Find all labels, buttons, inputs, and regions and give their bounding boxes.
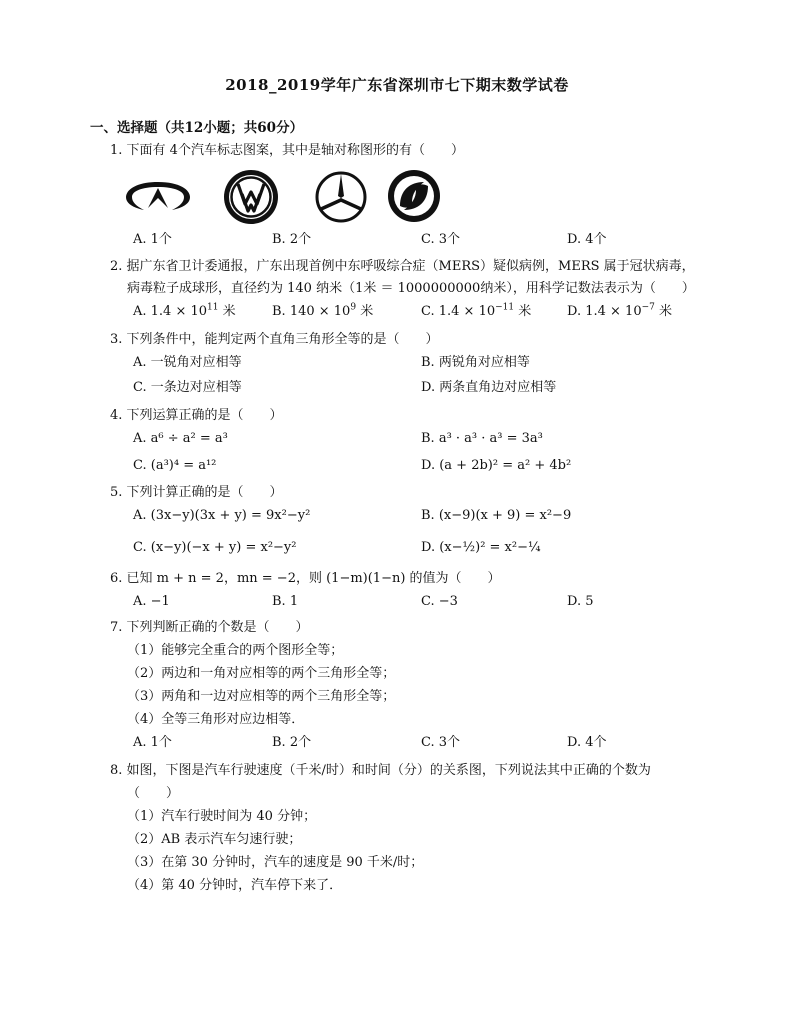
q7-option-b: B. 2个 xyxy=(272,735,312,750)
q6-option-a: A. −1 xyxy=(133,594,170,609)
q7-option-c: C. 3个 xyxy=(421,735,461,750)
question-1: 1. 下面有 4个汽车标志图案，其中是轴对称图形的有（ ） xyxy=(110,143,464,158)
q7-option-a: A. 1个 xyxy=(133,735,172,750)
question-8-line-2: （ ） xyxy=(127,786,180,801)
page-title: 2018_2019学年广东省深圳市七下期末数学试卷 xyxy=(225,76,569,94)
q5-option-b: B. (x−9)(x + 9) = x²−9 xyxy=(421,508,572,523)
logo-row xyxy=(122,168,422,228)
q3-option-d: D. 两条直角边对应相等 xyxy=(421,380,557,395)
question-2-line-2: 病毒粒子成球形，直径约为 140 纳米（1米 ＝ 1000000000纳米），用科学记数法表示为（ ） xyxy=(127,281,695,296)
q2-option-d: D. $1.4 \times 10^{-7}$ 米 xyxy=(567,302,673,319)
q5-option-c: C. (x−y)(−x + y) = x²−y² xyxy=(133,540,297,555)
q5-option-a: A. (3x−y)(3x + y) = 9x²−y² xyxy=(133,508,311,523)
q7-item-2: （2）两边和一角对应相等的两个三角形全等； xyxy=(127,666,396,681)
q6-option-c: C. −3 xyxy=(421,594,458,609)
section-heading: 一、选择题（共12小题；共60分） xyxy=(90,120,304,136)
q1-option-a: A. 1个 xyxy=(133,232,172,247)
infiniti-logo xyxy=(122,168,194,224)
q7-option-d: D. 4个 xyxy=(567,735,607,750)
question-6: 6. 已知 m + n = 2，mn = −2，则 (1−m)(1−n) 的值为（ ） xyxy=(110,571,501,586)
q8-item-1: （1）汽车行驶时间为 40 分钟； xyxy=(127,809,317,824)
q8-item-3: （3）在第 30 分钟时，汽车的速度是 90 千米/时； xyxy=(127,855,424,870)
question-4: 4. 下列运算正确的是（ ） xyxy=(110,408,283,423)
q3-option-b: B. 两锐角对应相等 xyxy=(421,355,530,370)
q4-option-d: D. (a + 2b)² = a² + 4b² xyxy=(421,458,572,473)
question-5: 5. 下列计算正确的是（ ） xyxy=(110,485,283,500)
q1-option-c: C. 3个 xyxy=(421,232,461,247)
q4-option-b: B. a³ · a³ · a³ = 3a³ xyxy=(421,431,543,446)
volkswagen-logo xyxy=(222,168,280,226)
q2-option-a: A. $1.4 \times 10^{11}$ 米 xyxy=(133,302,236,319)
question-7: 7. 下列判断正确的个数是（ ） xyxy=(110,620,309,635)
q4-option-c: C. (a³)⁴ = a¹² xyxy=(133,458,217,473)
q7-item-4: （4）全等三角形对应边相等． xyxy=(127,712,305,727)
q6-option-b: B. 1 xyxy=(272,594,299,609)
q7-item-3: （3）两角和一边对应相等的两个三角形全等； xyxy=(127,689,396,704)
q3-option-a: A. 一锐角对应相等 xyxy=(133,355,242,370)
q6-option-d: D. 5 xyxy=(567,594,594,609)
question-8-line-1: 8. 如图，下图是汽车行驶速度（千米/时）和时间（分）的关系图，下列说法其中正确的个数为 xyxy=(110,763,651,778)
q2-option-c: C. $1.4 \times 10^{-11}$ 米 xyxy=(421,302,532,319)
q7-item-1: （1）能够完全重合的两个图形全等； xyxy=(127,643,344,658)
q1-option-d: D. 4个 xyxy=(567,232,607,247)
q8-item-4: （4）第 40 分钟时，汽车停下来了． xyxy=(127,878,343,893)
q3-option-c: C. 一条边对应相等 xyxy=(133,380,242,395)
q2-option-b: B. $140 \times 10^9$ 米 xyxy=(272,302,374,319)
q1-option-b: B. 2个 xyxy=(272,232,312,247)
question-2-line-1: 2. 据广东省卫计委通报，广东出现首例中东呼吸综合症（MERS）疑似病例，MERS 属于冠状病毒， xyxy=(110,259,695,274)
question-3: 3. 下列条件中，能判定两个直角三角形全等的是（ ） xyxy=(110,332,439,347)
dongfeng-logo xyxy=(386,168,442,224)
q8-item-2: （2）AB 表示汽车匀速行驶； xyxy=(127,832,302,847)
mercedes-logo xyxy=(314,168,368,224)
q5-option-d: D. (x−½)² = x²−¼ xyxy=(421,540,541,555)
q4-option-a: A. a⁶ ÷ a² = a³ xyxy=(133,431,228,446)
